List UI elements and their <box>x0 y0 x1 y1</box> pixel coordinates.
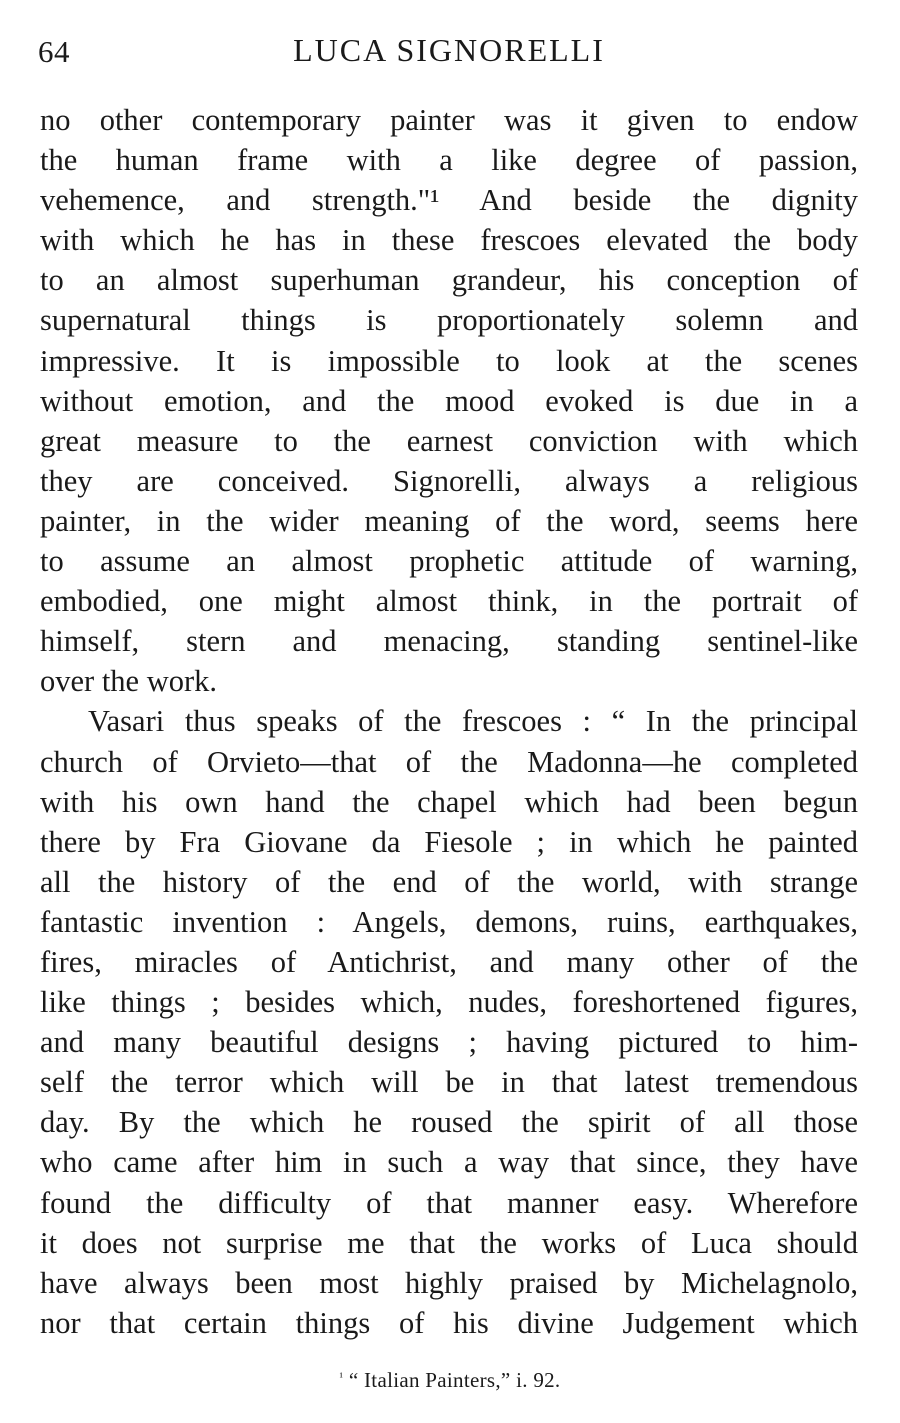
text-line: vehemence, and strength."¹ And beside the dignity <box>40 183 858 218</box>
text-line: great measure to the earnest conviction with which <box>40 423 858 458</box>
text-line: without emotion, and the mood evoked is due in a <box>40 383 858 418</box>
paragraph-2 <box>40 701 858 1343</box>
text-line: there by Fra Giovane da Fiesole ; in which he painted <box>40 824 858 859</box>
text-line: impressive. It is impossible to look at the scenes <box>40 343 858 378</box>
text-line: no other contemporary painter was it given to endow <box>40 103 858 137</box>
text-line: like things ; besides which, nudes, foreshortened figures, <box>40 985 858 1020</box>
footnote <box>0 1368 900 1393</box>
text-line: fantastic invention : Angels, demons, ruins, earthquakes, <box>40 904 858 939</box>
text-line: fires, miracles of Antichrist, and many other of the <box>40 944 858 979</box>
text-line: supernatural things is proportionately solemn and <box>40 303 858 338</box>
text-line: to an almost superhuman grandeur, his conception of <box>40 263 858 298</box>
text-line: church of Orvieto—that of the Madonna—he completed <box>40 744 858 779</box>
text-line: nor that certain things of his divine Judgement which <box>40 1305 858 1340</box>
text-line: who came after him in such a way that since, they have <box>40 1145 858 1180</box>
text-line: found the difficulty of that manner easy. Wherefore <box>40 1185 858 1220</box>
footnote-text: “ Italian Painters,” i. 92. <box>348 1368 561 1392</box>
text-line: self the terror which will be in that latest tremendous <box>40 1065 858 1100</box>
text-line: embodied, one might almost think, in the portrait of <box>40 584 858 619</box>
text-line: the human frame with a like degree of passion, <box>40 143 858 178</box>
text-line: it does not surprise me that the works of Luca should <box>40 1225 858 1260</box>
running-head <box>38 30 860 74</box>
text-line: and many beautiful designs ; having pictured to him- <box>40 1025 858 1060</box>
running-title: LUCA SIGNORELLI <box>293 32 605 68</box>
text-line: day. By the which he roused the spirit of all those <box>40 1105 858 1140</box>
text-line: over the work. <box>40 664 218 699</box>
text-line: with which he has in these frescoes elevated the body <box>40 223 858 258</box>
text-line: painter, in the wider meaning of the word, seems here <box>40 503 858 538</box>
footnote-marker: ¹ <box>339 1371 344 1384</box>
text-line: Vasari thus speaks of the frescoes : “ In the principal <box>88 704 858 739</box>
text-line: they are conceived. Signorelli, always a religious <box>40 463 858 498</box>
paragraph-1 <box>40 100 858 701</box>
text-line: to assume an almost prophetic attitude of warning, <box>40 544 858 579</box>
text-line: himself, stern and menacing, standing sentinel-like <box>40 624 858 659</box>
page-number: 64 <box>38 34 70 69</box>
text-line: have always been most highly praised by Michelagnolo, <box>40 1265 858 1300</box>
body-text <box>40 100 858 1343</box>
text-line: all the history of the end of the world, with strange <box>40 864 858 899</box>
text-line: with his own hand the chapel which had been begun <box>40 784 858 819</box>
